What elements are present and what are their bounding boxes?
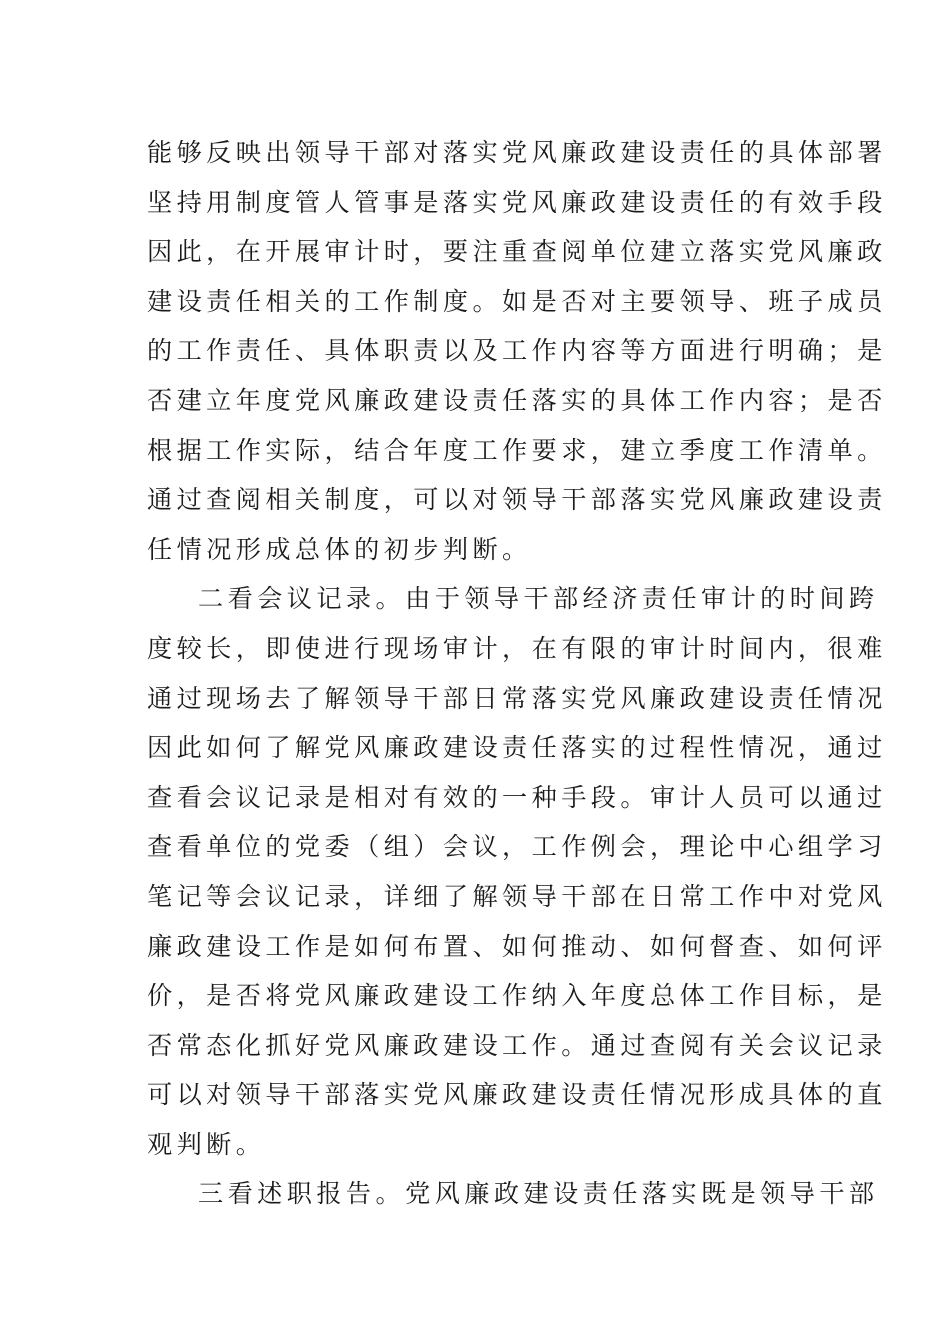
paragraph-2 [147,574,887,1169]
paragraph-line: 任情况形成总体的初步判断。 [147,534,532,564]
paragraph-line: 度较长，即使进行现场审计，在有限的审计时间内，很难 [147,633,887,663]
paragraph-line: 查看会议记录是相对有效的一种手段。审计人员可以通过 [147,782,887,812]
paragraph-line: 因此，在开展审计时，要注重查阅单位建立落实党风廉政 [147,237,887,267]
document-body [147,128,887,1219]
paragraph-line: 否建立年度党风廉政建设责任落实的具体工作内容；是否 [147,385,887,415]
paragraph-line: 三看述职报告。党风廉政建设责任落实既是领导干部 [198,1179,879,1209]
paragraph-line: 查看单位的党委（组）会议，工作例会，理论中心组学习 [147,832,887,862]
paragraph-line: 观判断。 [147,1129,266,1159]
paragraph-line: 廉政建设工作是如何布置、如何推动、如何督查、如何评 [147,931,887,961]
paragraph-line: 的工作责任、具体职责以及工作内容等方面进行明确；是 [147,336,887,366]
paragraph-line: 坚持用制度管人管事是落实党风廉政建设责任的有效手段 [147,187,887,217]
paragraph-line: 否常态化抓好党风廉政建设工作。通过查阅有关会议记录 [147,1030,887,1060]
paragraph-line: 能够反映出领导干部对落实党风廉政建设责任的具体部署 [147,138,887,167]
paragraph-line: 二看会议记录。由于领导干部经济责任审计的时间跨 [198,584,879,614]
paragraph-3 [147,1169,879,1219]
paragraph-line: 笔记等会议记录，详细了解领导干部在日常工作中对党风 [147,881,887,911]
paragraph-line: 价，是否将党风廉政建设工作纳入年度总体工作目标，是 [147,981,887,1011]
paragraph-line: 根据工作实际，结合年度工作要求，建立季度工作清单。 [147,435,887,465]
paragraph-line: 因此如何了解党风廉政建设责任落实的过程性情况，通过 [147,733,887,763]
paragraph-line: 通过现场去了解领导干部日常落实党风廉政建设责任情况 [147,683,887,713]
paragraph-line: 建设责任相关的工作制度。如是否对主要领导、班子成员 [147,286,887,316]
paragraph-1 [147,128,887,574]
paragraph-line: 通过查阅相关制度，可以对领导干部落实党风廉政建设责 [147,485,887,515]
paragraph-line: 可以对领导干部落实党风廉政建设责任情况形成具体的直 [147,1080,887,1110]
